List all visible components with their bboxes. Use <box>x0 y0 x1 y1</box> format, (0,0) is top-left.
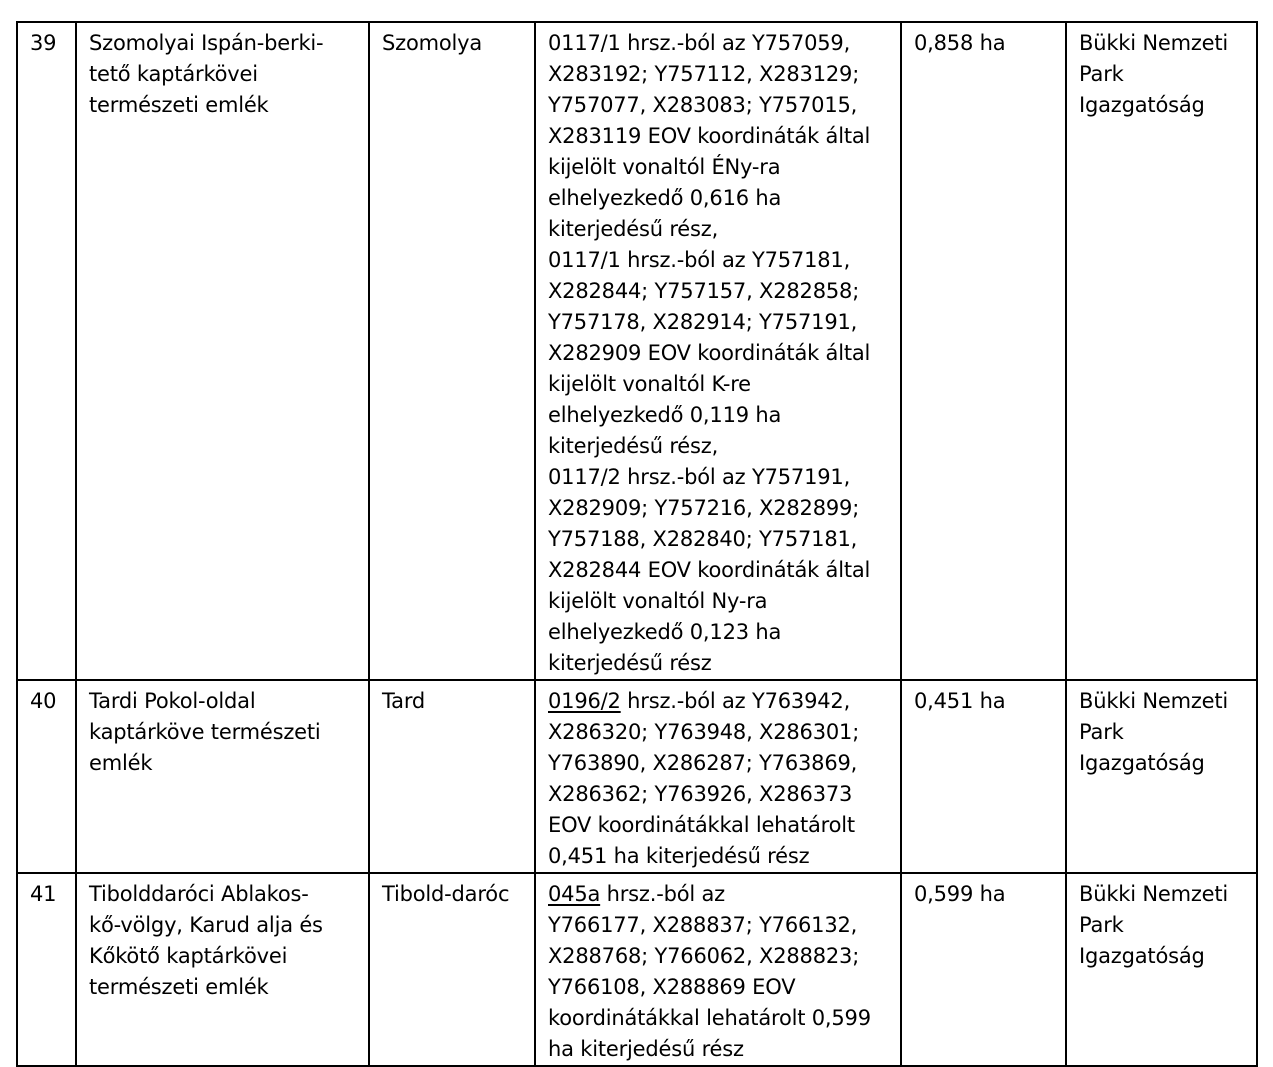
parcel-id: 045a <box>548 882 601 906</box>
area: 0,599 ha <box>901 873 1066 1066</box>
managing-authority: Bükki Nemzeti Park Igazgatóság <box>1066 22 1257 680</box>
protected-sites-table <box>16 21 1258 1067</box>
parcel-id: 0196/2 <box>548 689 621 713</box>
table-row <box>17 680 1257 873</box>
row-number: 41 <box>17 873 76 1066</box>
parcel-description: 045a hrsz.-ból az Y766177, X288837; Y766132, X288768; Y766062, X288823; Y766108, X288869 EOV koordinátákkal lehatárolt 0,599 ha kiterjedésű rész <box>535 873 901 1066</box>
managing-authority: Bükki Nemzeti Park Igazgatóság <box>1066 873 1257 1066</box>
settlement: Tard <box>369 680 535 873</box>
parcel-description: 0196/2 hrsz.-ból az Y763942, X286320; Y763948, X286301; Y763890, X286287; Y763869, X286362; Y763926, X286373 EOV koordinátákkal lehatárolt 0,451 ha kiterjedésű rész <box>535 680 901 873</box>
parcel-description: 0117/1 hrsz.-ból az Y757059, X283192; Y757112, X283129; Y757077, X283083; Y757015, X283119 EOV koordináták által kijelölt vonaltól ÉNy-ra elhelyezkedő 0,616 ha kiterjedésű rész, 0117/1 hrsz.-ból az Y757181, X282844; Y757157, X282858; Y757178, X282914; Y757191, X282909 EOV koordináták által kijelölt vonaltól K-re elhelyezkedő 0,119 ha kiterjedésű rész, 0117/2 hrsz.-ból az Y757191, X282909; Y757216, X282899; Y757188, X282840; Y757181, X282844 EOV koordináták által kijelölt vonaltól Ny-ra elhelyezkedő 0,123 ha kiterjedésű rész <box>535 22 901 680</box>
managing-authority: Bükki Nemzeti Park Igazgatóság <box>1066 680 1257 873</box>
settlement: Tibold-daróc <box>369 873 535 1066</box>
area: 0,858 ha <box>901 22 1066 680</box>
row-number: 40 <box>17 680 76 873</box>
table-row <box>17 873 1257 1066</box>
site-name: Tibolddaróci Ablakos- kő-völgy, Karud alja és Kőkötő kaptárkövei természeti emlék <box>76 873 369 1066</box>
table-row <box>17 22 1257 680</box>
area: 0,451 ha <box>901 680 1066 873</box>
site-name: Tardi Pokol-oldal kaptárköve természeti emlék <box>76 680 369 873</box>
site-name: Szomolyai Ispán-berki- tető kaptárkövei természeti emlék <box>76 22 369 680</box>
settlement: Szomolya <box>369 22 535 680</box>
row-number: 39 <box>17 22 76 680</box>
